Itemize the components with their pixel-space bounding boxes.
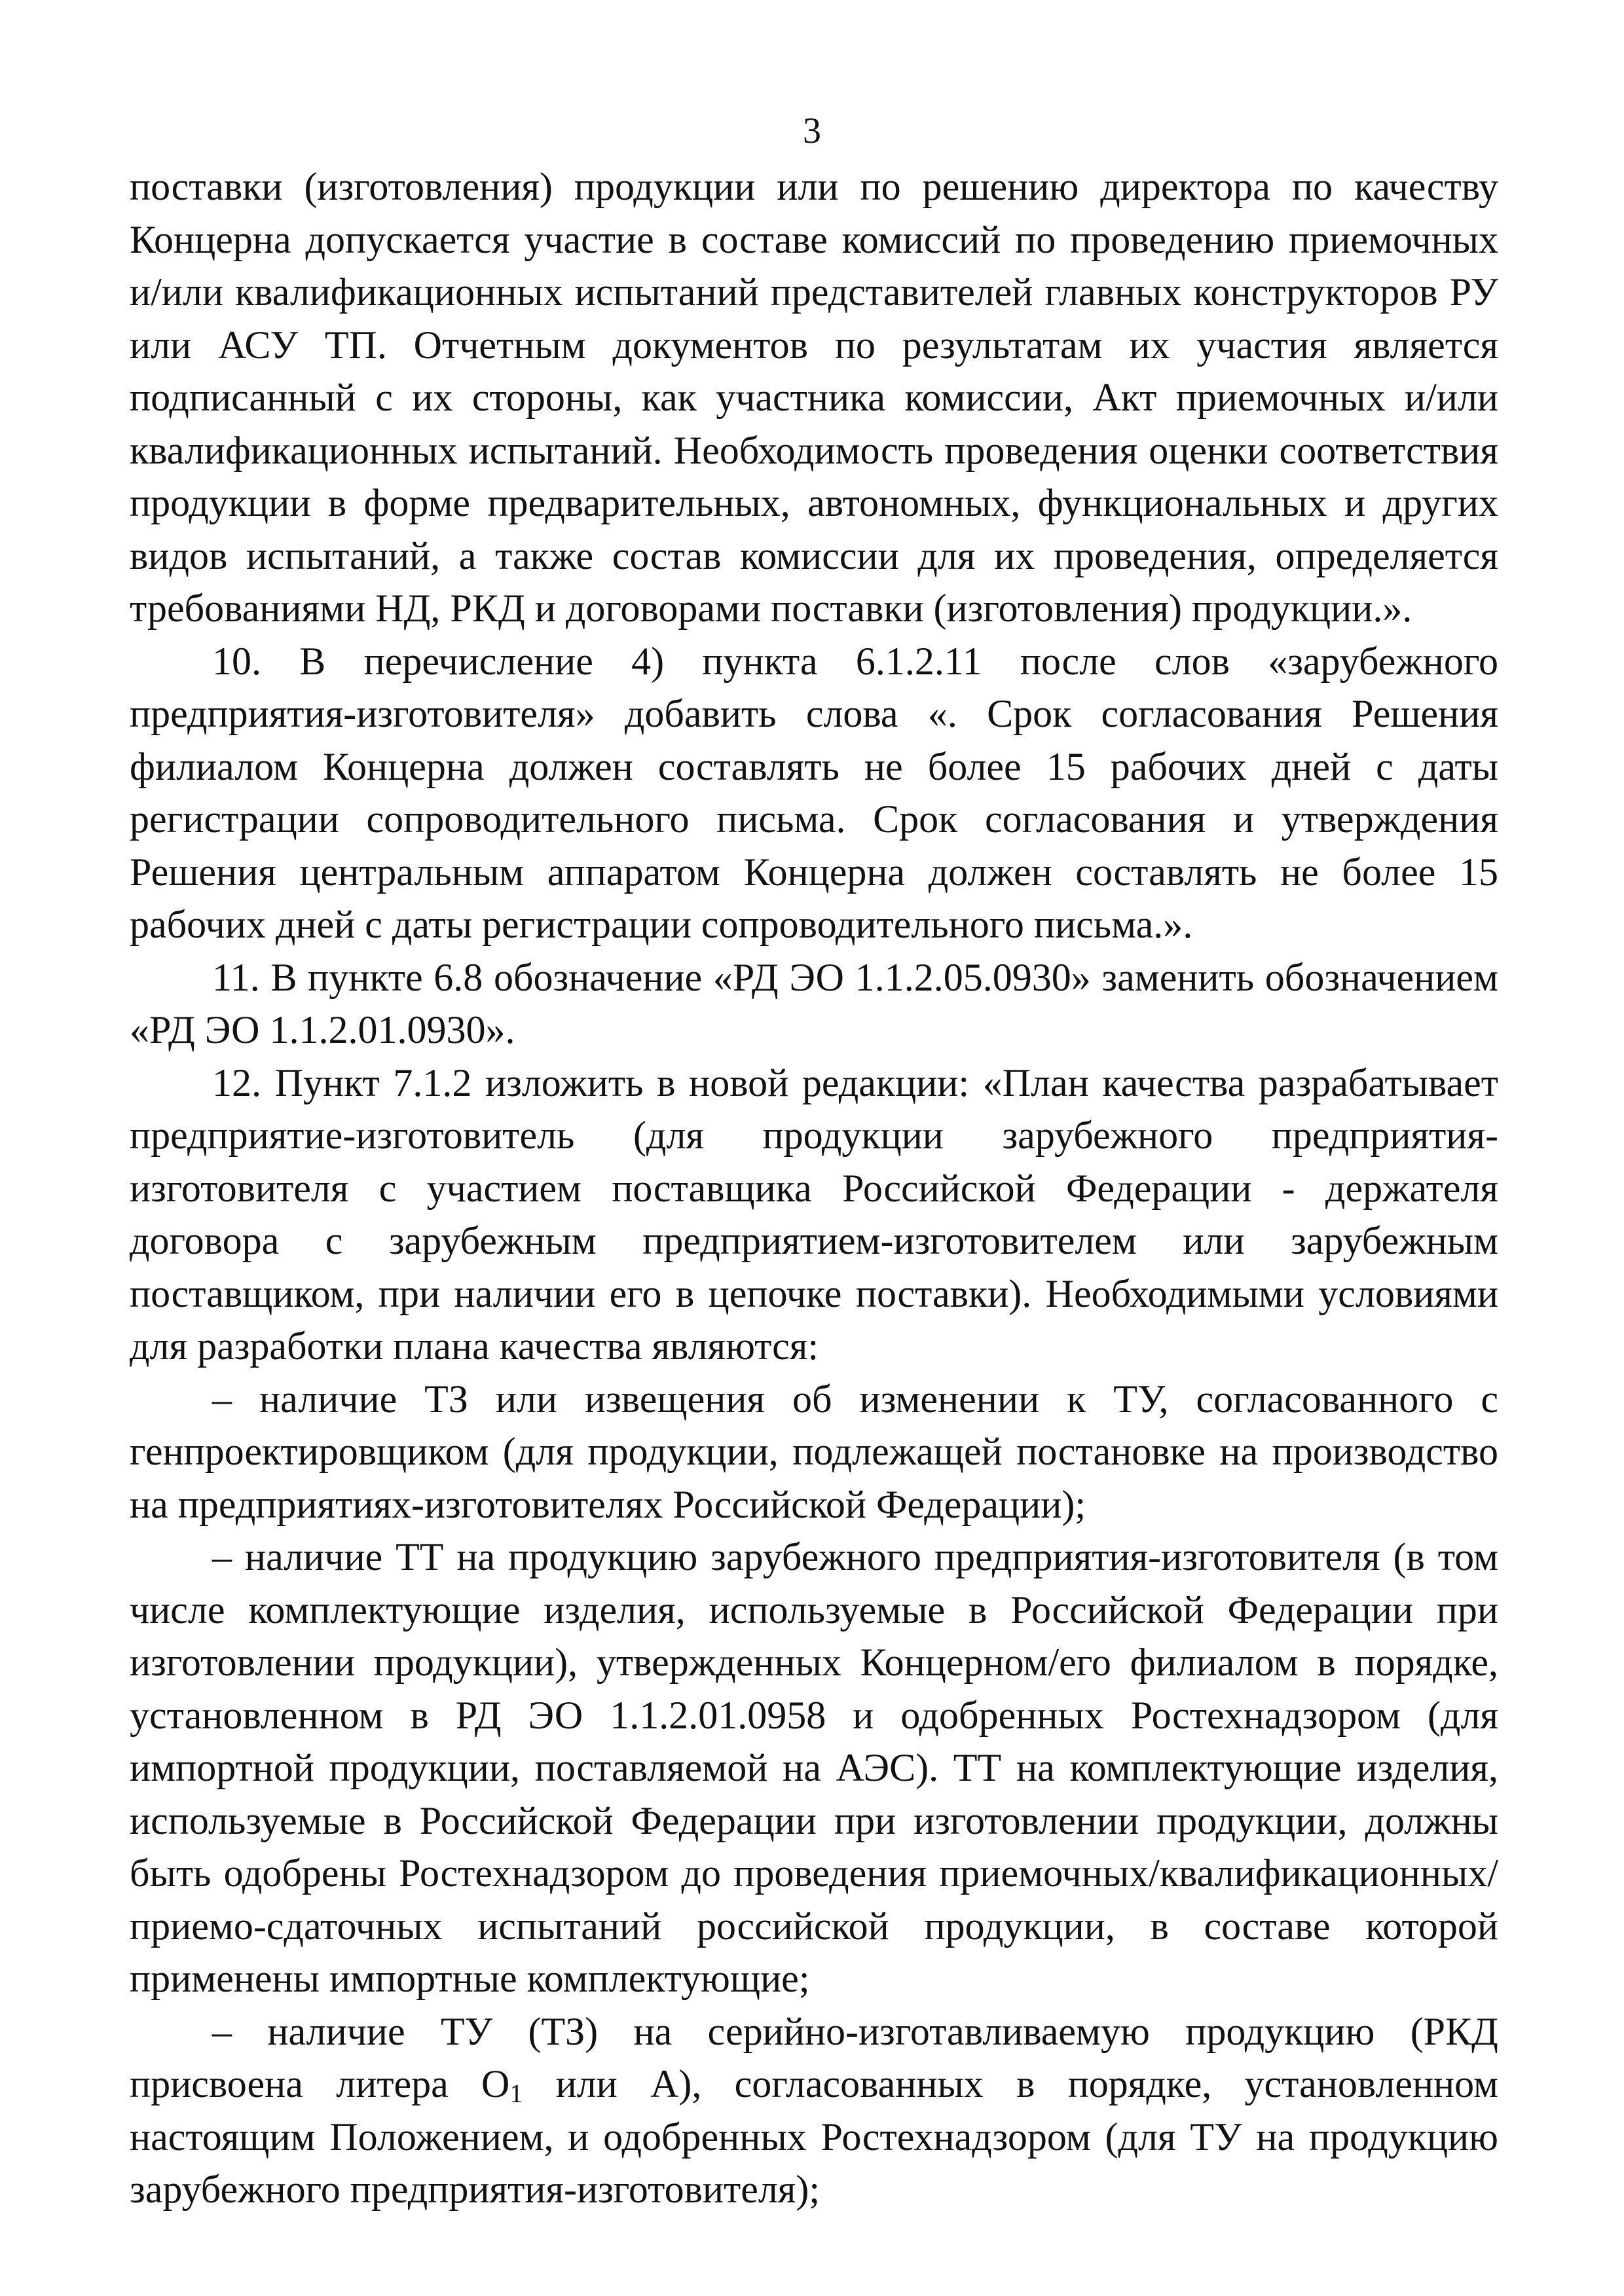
list-item-dash-3	[130, 2005, 1498, 2216]
paragraph-item-11: 11. В пункте 6.8 обозначение «РД ЭО 1.1.2.05.0930» заменить обозначением «РД ЭО 1.1.2.01.0930».	[130, 955, 1498, 1051]
page-number: 3	[803, 111, 821, 151]
paragraph-item-12: 12. Пункт 7.1.2 изложить в новой редакции: «План качества разрабатывает предприятие-изготовитель (для продукции зарубежного предприятия-изготовителя с участием поставщика Российской Федерации - держателя договора с зарубежным предприятием-изготовителем или зарубежным поставщиком, при наличии его в цепочке поставки). Необходимыми условиями для разработки плана качества являются:	[130, 1061, 1498, 1368]
document-body	[130, 160, 1498, 2216]
list-item-dash-3-text-before: – наличие ТУ (ТЗ) на серийно-изготавливаемую продукцию (РКД присвоена литера О	[130, 2009, 1498, 2105]
litera-subscript: 1	[509, 2079, 523, 2108]
list-item-dash-1: – наличие ТЗ или извещения об изменении к ТУ, согласованного с генпроектировщиком (для продукции, подлежащей постановке на производство на предприятиях-изготовителях Российской Федерации);	[130, 1377, 1498, 1526]
list-item-dash-2: – наличие ТТ на продукцию зарубежного предприятия-изготовителя (в том числе комплектующие изделия, используемые в Российской Федерации при изготовлении продукции), утвержденных Концерном/его филиалом в порядке, установленном в РД ЭО 1.1.2.01.0958 и одобренных Ростехнадзором (для импортной продукции, поставляемой на АЭС). ТТ на комплектующие изделия, используемые в Российской Федерации при изготовлении продукции, должны быть одобрены Ростехнадзором до проведения приемочных/квалификационных/приемо-сдаточных испытаний российской продукции, в составе которой применены импортные комплектующие;	[130, 1535, 1498, 2000]
paragraph-continued: поставки (изготовления) продукции или по решению директора по качеству Концерна допускается участие в составе комиссий по проведению приемочных и/или квалификационных испытаний представителей главных конструкторов РУ или АСУ ТП. Отчетным документов по результатам их участия является подписанный с их стороны, как участника комиссии, Акт приемочных и/или квалификационных испытаний. Необходимость проведения оценки соответствия продукции в форме предварительных, автономных, функциональных и других видов испытаний, а также состав комиссии для их проведения, определяется требованиями НД, РКД и договорами поставки (изготовления) продукции.».	[130, 165, 1498, 630]
paragraph-item-10: 10. В перечисление 4) пункта 6.1.2.11 после слов «зарубежного предприятия-изготовителя» добавить слова «. Срок согласования Решения филиалом Концерна должен составлять не более 15 рабочих дней с даты регистрации сопроводительного письма. Срок согласования и утверждения Решения центральным аппаратом Концерна должен составлять не более 15 рабочих дней с даты регистрации сопроводительного письма.».	[130, 639, 1498, 946]
list-item-dash-3-text-after: или А), согласованных в порядке, установленном настоящим Положением, и одобренных Ростехнадзором (для ТУ на продукцию зарубежного предприятия-изготовителя);	[130, 2062, 1498, 2211]
